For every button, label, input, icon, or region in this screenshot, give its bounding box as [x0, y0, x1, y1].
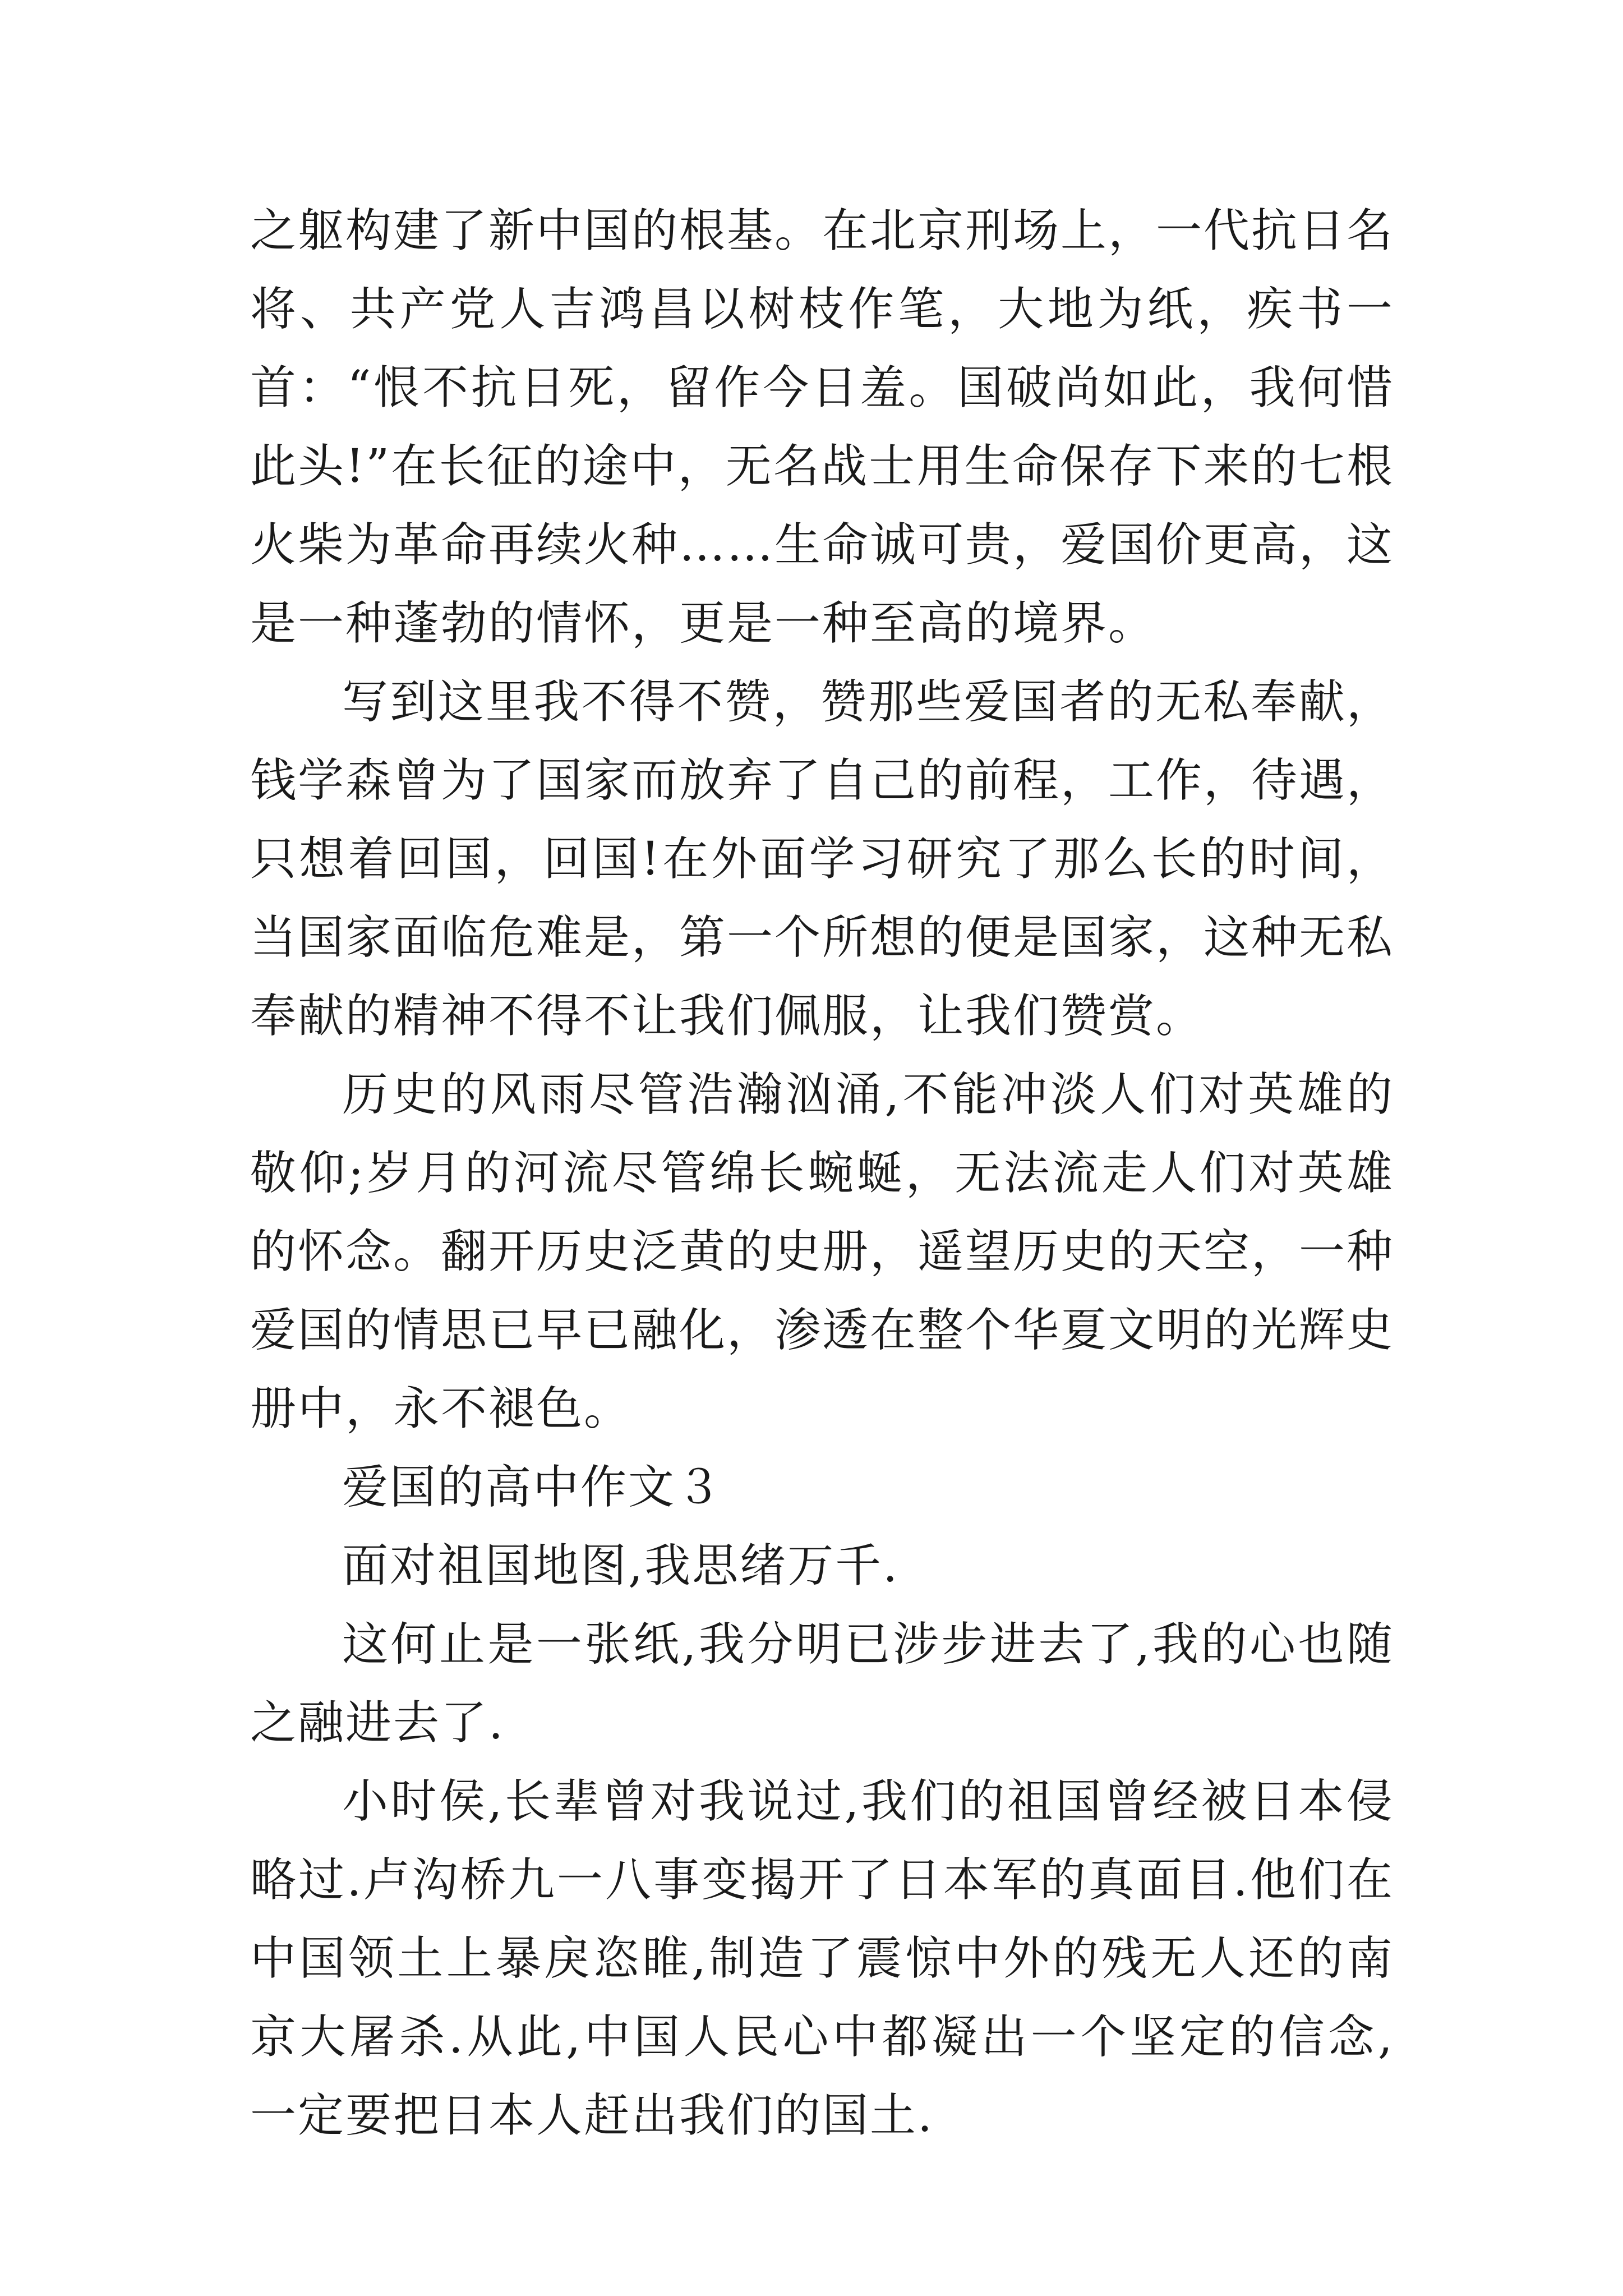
paragraph-childhood: 小时侯,长辈曾对我说过,我们的祖国曾经被日本侵略过.卢沟桥九一八事变揭开了日本军的真面目.他们在中国领土上暴戾恣睢,制造了震惊中外的残无人还的南京大屠杀.从此,中国人民心中都凝出一个坚定的信念,一定要把日本人赶出我们的国土.: [250, 1775, 1394, 2142]
paragraph-qian-xuesen: 写到这里我不得不赞，赞那些爱国者的无私奉献，钱学森曾为了国家而放弃了自己的前程，工作，待遇，只想着回国，回国!在外面学习研究了那么长的时间，当国家面临危难是，第一个所想的便是国家，这种无私奉献的精神不得不让我们佩服，让我们赞赏。: [250, 675, 1395, 1043]
paragraph-continuation: 之躯构建了新中国的根基。在北京刑场上，一代抗日名将、共产党人吉鸿昌以树枝作笔，大地为纸，疾书一首：“恨不抗日死，留作今日羞。国破尚如此，我何惜此头!”在长征的途中，无名战士用生命保存下来的七根火柴为革命再续火种……生命诚可贵，爱国价更高，这是一种蓬勃的情怀，更是一种至高的境界。: [250, 204, 1395, 650]
paragraph-map: 面对祖国地图,我思绪万千.: [342, 1539, 900, 1593]
paragraph-history: 历史的风雨尽管浩瀚汹涌,不能冲淡人们对英雄的敬仰;岁月的河流尽管绵长蜿蜒，无法流走人们对英雄的怀念。翻开历史泛黄的史册，遥望历史的天空，一种爱国的情思已早已融化，渗透在整个华夏文明的光辉史册中，永不褪色。: [250, 1068, 1395, 1435]
essay-title: 爱国的高中作文３: [342, 1461, 724, 1514]
document-body: [250, 192, 1394, 2155]
paragraph-paper: 这何止是一张纸,我分明已涉步进去了,我的心也随之融进去了.: [250, 1618, 1394, 1750]
